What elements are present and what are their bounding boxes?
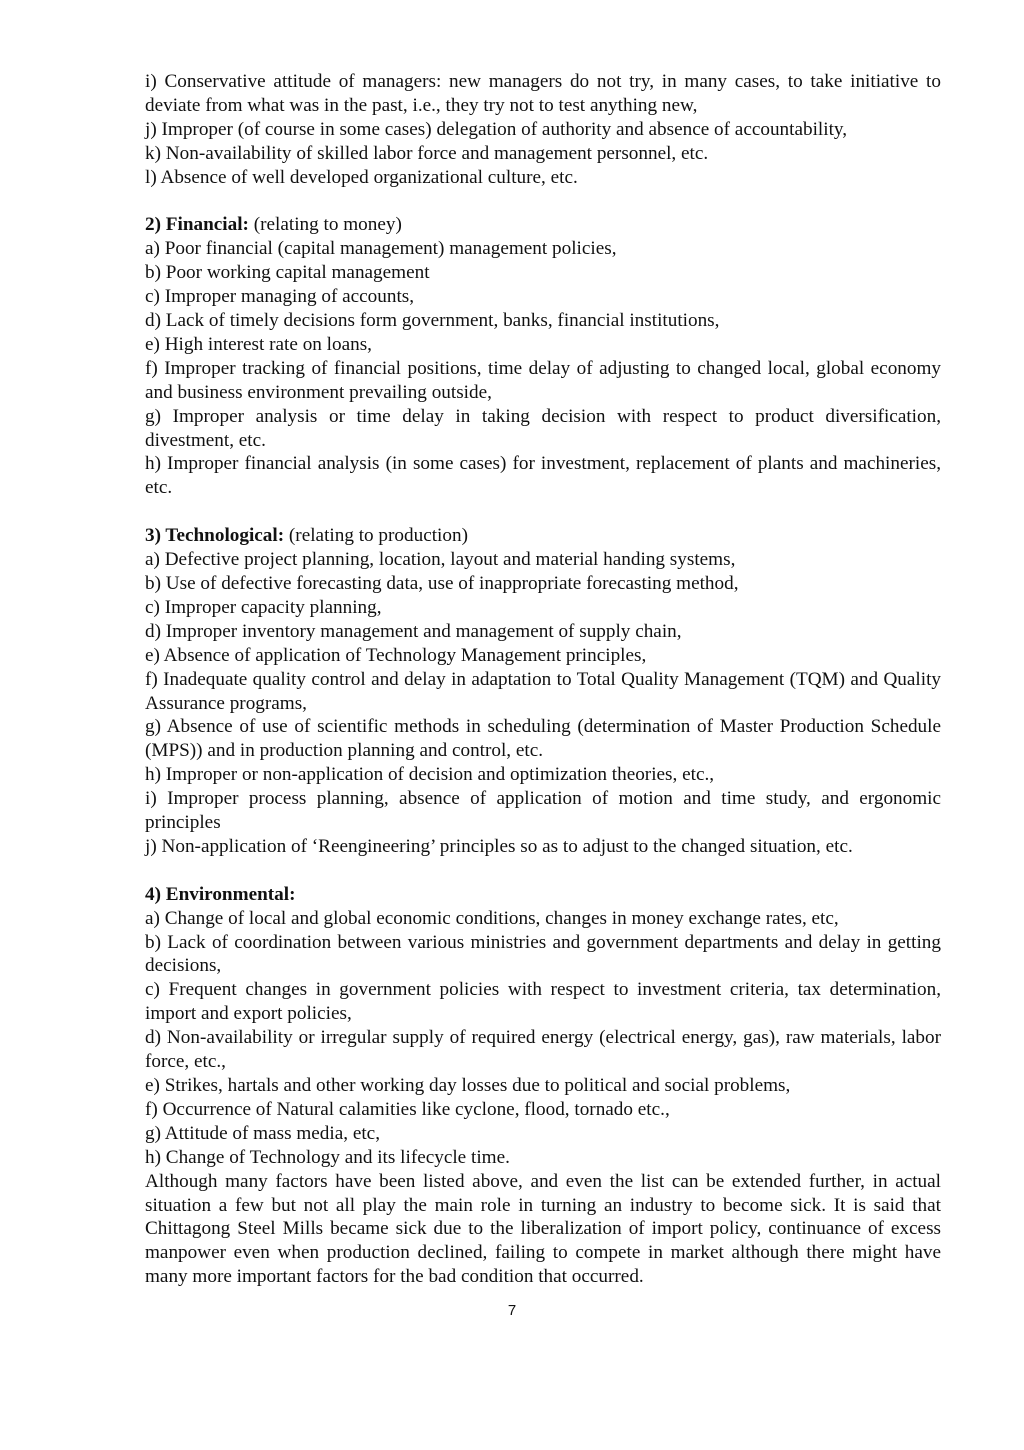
list-item: i) Conservative attitude of managers: new managers do not try, in many cases, to take initiative to deviate from what was in the past, i.e., they try not to test anything new, — [145, 71, 941, 116]
section-heading-label: 2) Financial: — [145, 214, 249, 236]
list-item: d) Non-availability or irregular supply of required energy (electrical energy, gas), raw materials, labor force, etc., — [145, 1027, 941, 1073]
closing-paragraph: Although many factors have been listed above, and even the list can be extended further, in actual situation a few but not all play the main role in turning an industry to become sick. It is said that Chittagong Steel Mills became sick due to the liberalization of import policy, continuance of excess manpower even when production declined, failing to compete in market although there might have many more important factors for the bad condition that occurred. — [145, 1170, 941, 1288]
list-item: f) Inadequate quality control and delay in adaptation to Total Quality Management (TQM) and Quality Assurance programs, — [145, 668, 941, 714]
section-spacer — [145, 500, 941, 524]
section-heading — [145, 524, 941, 548]
section-environmental — [145, 883, 941, 1170]
list-item: e) Strikes, hartals and other working day losses due to political and social problems, — [145, 1075, 791, 1097]
document-body — [145, 70, 941, 1289]
list-item: h) Improper or non-application of decision and optimization theories, etc., — [145, 764, 715, 786]
list-item: e) High interest rate on loans, — [145, 333, 372, 355]
list-item: a) Defective project planning, location, layout and material handing systems, — [145, 549, 736, 571]
list-item: b) Lack of coordination between various ministries and government departments and delay in getting decisions, — [145, 931, 941, 977]
intro-list — [145, 70, 941, 190]
section-heading-subtitle: (relating to money) — [248, 214, 402, 236]
list-item: c) Frequent changes in government policies with respect to investment criteria, tax determination, import and export policies, — [145, 979, 941, 1025]
list-item: j) Improper (of course in some cases) delegation of authority and absence of accountability, — [145, 118, 848, 140]
section-heading — [145, 883, 941, 907]
list-item: i) Improper process planning, absence of application of motion and time study, and ergonomic principles — [145, 788, 941, 834]
section-heading-label: 4) Environmental: — [145, 883, 296, 905]
list-item: k) Non-availability of skilled labor force and management personnel, etc. — [145, 142, 709, 164]
list-item: d) Lack of timely decisions form government, banks, financial institutions, — [145, 310, 720, 332]
list-item: h) Improper financial analysis (in some cases) for investment, replacement of plants and machineries, etc. — [145, 453, 941, 499]
list-item: e) Absence of application of Technology Management principles, — [145, 644, 647, 666]
list-item: a) Poor financial (capital management) management policies, — [145, 238, 617, 260]
page-number: 7 — [507, 1302, 517, 1319]
section-heading-label: 3) Technological: — [145, 525, 285, 547]
list-item: g) Absence of use of scientific methods in scheduling (determination of Master Production Schedule (MPS)) and in production planning and control, etc. — [145, 716, 941, 762]
list-item: c) Improper managing of accounts, — [145, 286, 415, 308]
section-heading — [145, 213, 941, 237]
list-item: b) Use of defective forecasting data, use of inappropriate forecasting method, — [145, 573, 739, 594]
section-technological — [145, 524, 941, 859]
section-spacer — [145, 859, 941, 883]
list-item: j) Non-application of ‘Reengineering’ principles so as to adjust to the changed situation, etc. — [145, 835, 853, 857]
list-item: g) Improper analysis or time delay in taking decision with respect to product diversification, divestment, etc. — [145, 405, 941, 451]
section-heading-subtitle: (relating to production) — [284, 525, 468, 547]
list-item: d) Improper inventory management and management of supply chain, — [145, 620, 682, 642]
list-item: l) Absence of well developed organizational culture, etc. — [145, 166, 578, 188]
list-item: f) Improper tracking of financial positions, time delay of adjusting to changed local, global economy and business environment prevailing outside, — [145, 357, 941, 403]
list-item: g) Attitude of mass media, etc, — [145, 1122, 380, 1144]
section-spacer — [145, 190, 941, 214]
list-item: c) Improper capacity planning, — [145, 596, 382, 618]
list-item: a) Change of local and global economic conditions, changes in money exchange rates, etc, — [145, 907, 839, 929]
list-item: h) Change of Technology and its lifecycle time. — [145, 1146, 510, 1168]
section-financial — [145, 213, 941, 500]
list-item: b) Poor working capital management — [145, 262, 430, 284]
list-item: f) Occurrence of Natural calamities like cyclone, flood, tornado etc., — [145, 1098, 670, 1120]
